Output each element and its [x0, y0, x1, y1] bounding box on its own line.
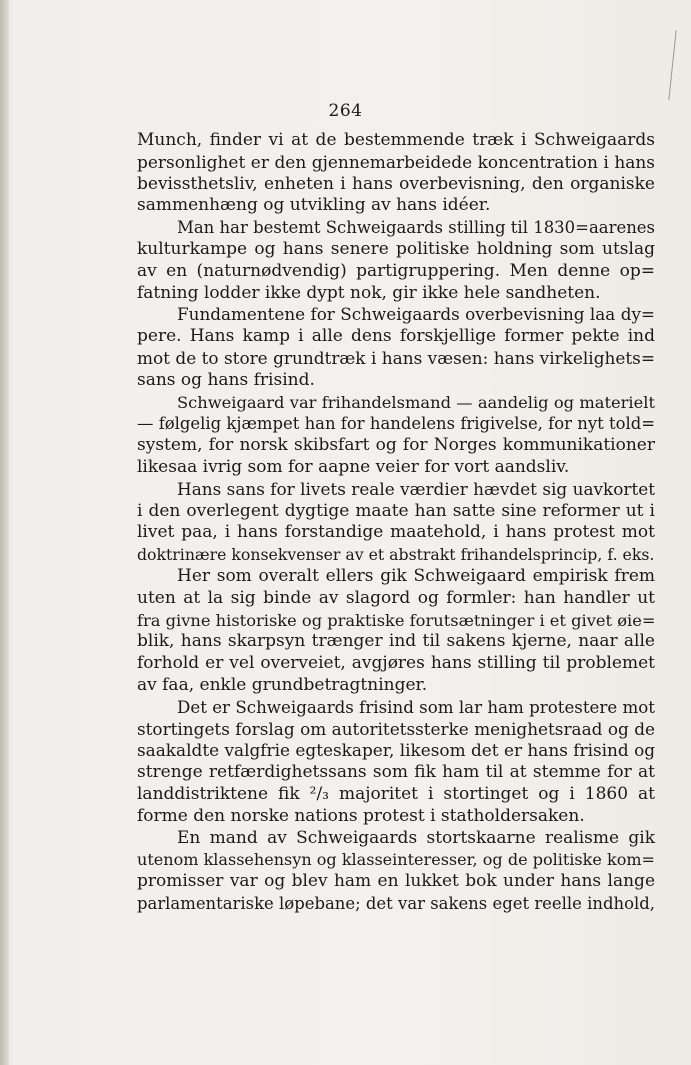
text-line: fra givne historiske og praktiske forutsætninger i et givet øie=: [137, 610, 656, 630]
pencil-mark: [668, 30, 676, 100]
text-line: sans og hans frisind.: [137, 369, 315, 390]
text-line: likesaa ivrig som for aapne veier for vort aandsliv.: [137, 456, 570, 477]
text-line: Schweigaard var frihandelsmand — aandelig og materielt: [177, 392, 655, 412]
text-line: forhold er vel overveiet, avgjøres hans stilling til problemet: [137, 653, 655, 674]
text-line: En mand av Schweigaards stortskaarne realisme gik: [177, 827, 655, 848]
text-line: av en (naturnødvendig) partigruppering. Men denne op=: [137, 260, 655, 281]
text-line: strenge retfærdighetssans som fik ham til at stemme for at: [137, 762, 655, 783]
text-line: mot de to store grundtræk i hans væsen: hans virkelighets=: [137, 347, 655, 368]
text-line: i den overlegent dygtige maate han satte sine reformer ut i: [137, 500, 655, 521]
text-line: personlighet er den gjennemarbeidede koncentration i hans: [137, 151, 655, 172]
page-gutter-shadow: [0, 0, 9, 1065]
text-line: utenom klassehensyn og klasseinteresser, og de politiske kom=: [137, 850, 655, 870]
text-line: Fundamentene for Schweigaards overbevisning laa dy=: [177, 304, 655, 325]
text-line: Det er Schweigaards frisind som lar ham protestere mot: [177, 697, 655, 717]
text-line: blik, hans skarpsyn trænger ind til sakens kjerne, naar alle: [137, 631, 655, 652]
text-line: landdistriktene fik ²/₃ majoritet i stortinget og i 1860 at: [137, 783, 655, 804]
text-line: parlamentariske løpebane; det var sakens eget reelle indhold,: [137, 893, 655, 913]
text-line: system, for norsk skibsfart og for Norges kommunikationer: [137, 435, 655, 456]
text-line: Her som overalt ellers gik Schweigaard empirisk frem: [177, 565, 655, 586]
page-number: 264: [328, 101, 363, 121]
text-line: Hans sans for livets reale værdier hævdet sig uavkortet: [177, 478, 655, 499]
text-line: kulturkampe og hans senere politiske holdning som utslag: [137, 238, 655, 259]
text-line: forme den norske nations protest i statholdersaken.: [137, 805, 585, 826]
text-line: saakaldte valgfrie egteskaper, likesom det er hans frisind og: [137, 740, 656, 761]
text-line: Man har bestemt Schweigaards stilling til 1830=aarenes: [177, 218, 655, 238]
text-line: doktrinære konsekvenser av et abstrakt frihandelsprincip, f. eks.: [137, 545, 655, 565]
text-line: livet paa, i hans forstandige maatehold, i hans protest mot: [137, 522, 655, 543]
text-line: promisser var og blev ham en lukket bok under hans lange: [137, 871, 655, 892]
text-line: — følgelig kjæmpet han for handelens frigivelse, for nyt told=: [137, 414, 655, 434]
text-line: fatning lodder ikke dypt nok, gir ikke hele sandheten.: [137, 282, 601, 303]
body-text: [137, 130, 655, 915]
text-line: pere. Hans kamp i alle dens forskjellige former pekte ind: [137, 326, 655, 347]
text-line: stortingets forslag om autoritetssterke menighetsraad og de: [137, 718, 655, 739]
text-line: Munch, finder vi at de bestemmende træk i Schweigaards: [137, 130, 655, 150]
text-line: sammenhæng og utvikling av hans idéer.: [137, 195, 491, 216]
text-line: bevissthetsliv, enheten i hans overbevisning, den organiske: [137, 173, 655, 194]
text-line: uten at la sig binde av slagord og formler: han handler ut: [137, 587, 655, 608]
text-line: av faa, enkle grundbetragtninger.: [137, 674, 428, 695]
